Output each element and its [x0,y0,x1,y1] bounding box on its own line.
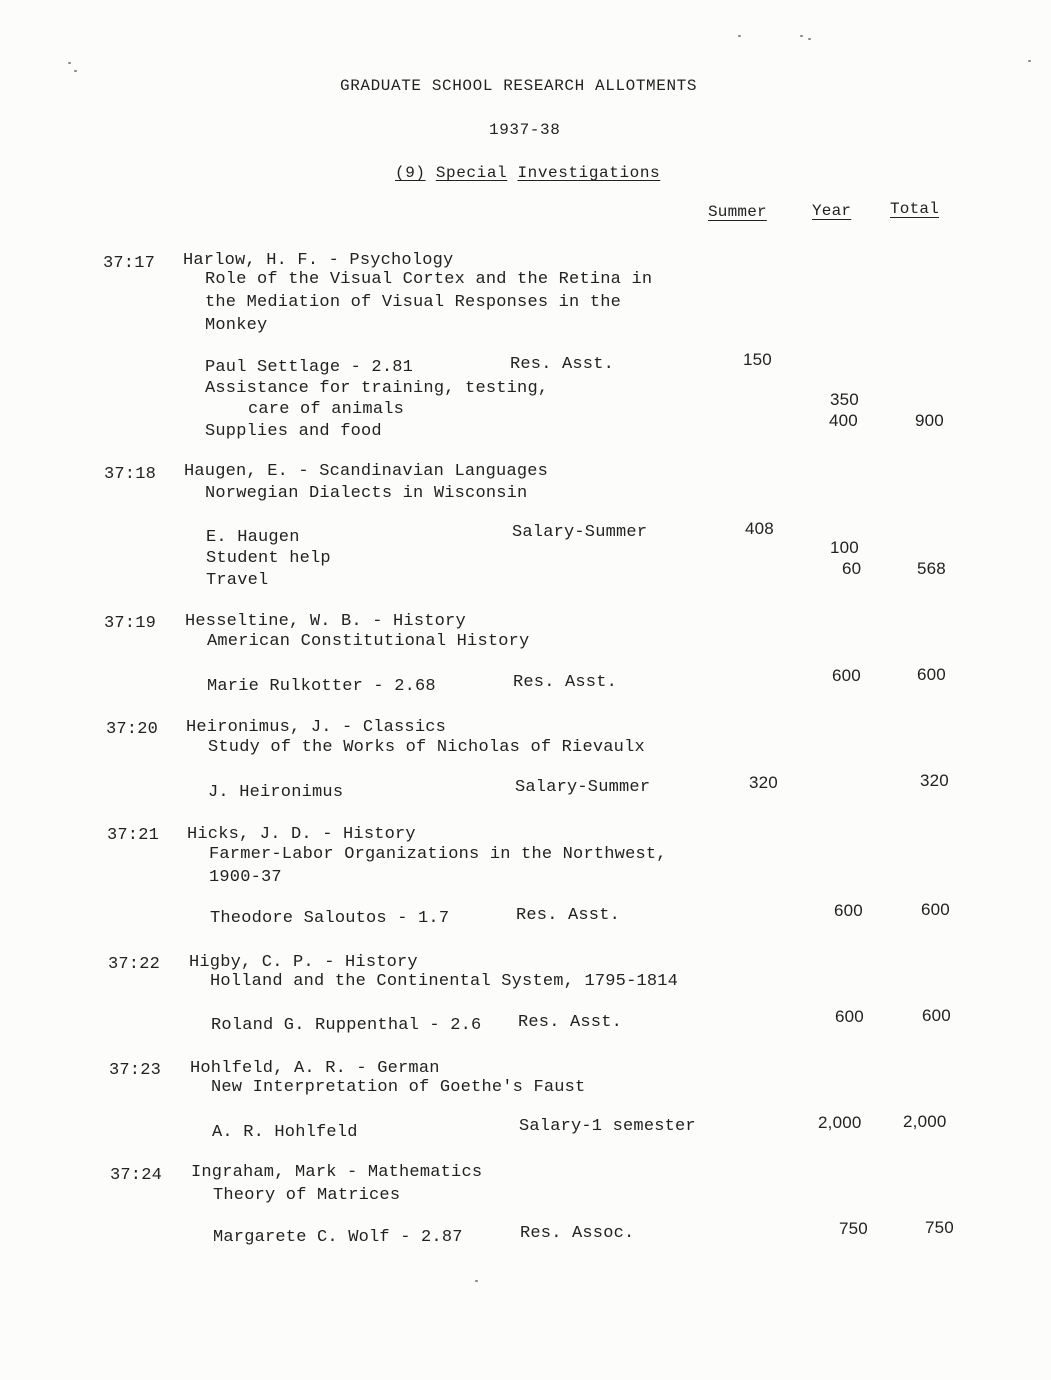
scan-speck [68,62,71,64]
scan-speck [74,70,77,72]
entry-investigator: Ingraham, Mark - Mathematics [191,1163,483,1182]
item-year-amount: 600 [834,901,863,920]
entry-code: 37:23 [109,1061,162,1080]
scan-speck [738,35,741,37]
item-summer-amount: 150 [743,350,772,369]
entry-total-amount: 900 [915,411,944,430]
item-name: Paul Settlage - 2.81 [205,358,414,377]
item-year-amount: 350 [830,390,859,409]
item-name: Margarete C. Wolf - 2.87 [213,1228,463,1247]
scan-speck [475,1280,478,1282]
scan-speck [1028,60,1031,62]
entry-total-amount: 600 [922,1006,951,1025]
section-heading [395,163,660,183]
item-name: care of animals [248,400,405,419]
item-name: Marie Rulkotter - 2.68 [207,677,436,696]
item-name: A. R. Hohlfeld [212,1123,358,1142]
fiscal-year: 1937-38 [489,121,561,139]
entry-project-line: Role of the Visual Cortex and the Retina in [205,270,653,289]
column-header-summer: Summer [708,203,767,221]
item-name: J. Heironimus [208,783,344,802]
document-title: GRADUATE SCHOOL RESEARCH ALLOTMENTS [340,77,698,95]
section-word-1: Special [435,164,508,182]
item-year-amount: 600 [832,666,861,685]
item-role: Res. Asst. [516,906,621,925]
item-role: Res. Asst. [518,1013,623,1032]
item-summer-amount: 320 [749,773,778,792]
entry-code: 37:20 [106,720,159,739]
column-header-total: Total [890,200,940,218]
section-number: (9) [395,164,426,182]
entry-total-amount: 750 [925,1218,954,1237]
entry-project-line: 1900-37 [209,868,282,887]
item-year-amount: 600 [835,1007,864,1026]
item-name: Theodore Saloutos - 1.7 [210,909,450,928]
item-name: Travel [206,571,269,590]
entry-project-line: American Constitutional History [207,632,530,651]
item-role: Res. Asst. [510,355,615,374]
entry-project-line: Farmer-Labor Organizations in the Northwest, [209,845,667,864]
entry-total-amount: 320 [920,771,949,790]
entry-project-line: New Interpretation of Goethe's Faust [211,1078,586,1097]
item-role: Salary-1 semester [519,1117,696,1136]
scan-speck [800,35,803,37]
entry-investigator: Hicks, J. D. - History [187,825,416,844]
entry-code: 37:24 [110,1166,163,1185]
item-name: Roland G. Ruppenthal - 2.6 [211,1016,482,1035]
entry-total-amount: 600 [917,665,946,684]
item-name: Supplies and food [205,422,382,441]
entry-investigator: Harlow, H. F. - Psychology [183,251,454,270]
item-role: Salary-Summer [512,523,648,542]
item-summer-amount: 408 [745,519,774,538]
entry-code: 37:19 [104,614,157,633]
item-name: Assistance for training, testing, [205,379,549,398]
scan-speck [808,38,811,40]
column-header-year: Year [812,202,852,220]
entry-investigator: Hohlfeld, A. R. - German [190,1059,440,1078]
item-year-amount: 400 [829,411,858,430]
entry-total-amount: 600 [921,900,950,919]
item-year-amount: 2,000 [818,1113,862,1132]
item-name: E. Haugen [206,528,300,547]
item-year-amount: 100 [830,538,859,557]
item-role: Salary-Summer [515,778,651,797]
entry-investigator: Higby, C. P. - History [189,953,418,972]
entry-project-line: Monkey [205,316,268,335]
entry-project-line: the Mediation of Visual Responses in the [205,293,622,312]
entry-code: 37:18 [104,465,157,484]
entry-total-amount: 568 [917,559,946,578]
entry-code: 37:22 [108,955,161,974]
item-name: Student help [206,549,331,568]
entry-project-line: Holland and the Continental System, 1795-1814 [210,972,679,991]
item-year-amount: 750 [839,1219,868,1238]
section-word-2: Investigations [517,164,661,182]
entry-code: 37:17 [103,254,156,273]
entry-project-line: Norwegian Dialects in Wisconsin [205,484,528,503]
entry-project-line: Theory of Matrices [213,1186,401,1205]
item-year-amount: 60 [842,559,862,578]
entry-investigator: Heironimus, J. - Classics [186,718,447,737]
entry-investigator: Hesseltine, W. B. - History [185,612,466,631]
entry-code: 37:21 [107,826,160,845]
entry-investigator: Haugen, E. - Scandinavian Languages [184,462,549,481]
item-role: Res. Assoc. [520,1224,635,1243]
entry-project-line: Study of the Works of Nicholas of Rievaulx [208,738,645,757]
item-role: Res. Asst. [513,673,618,692]
entry-total-amount: 2,000 [903,1112,947,1131]
